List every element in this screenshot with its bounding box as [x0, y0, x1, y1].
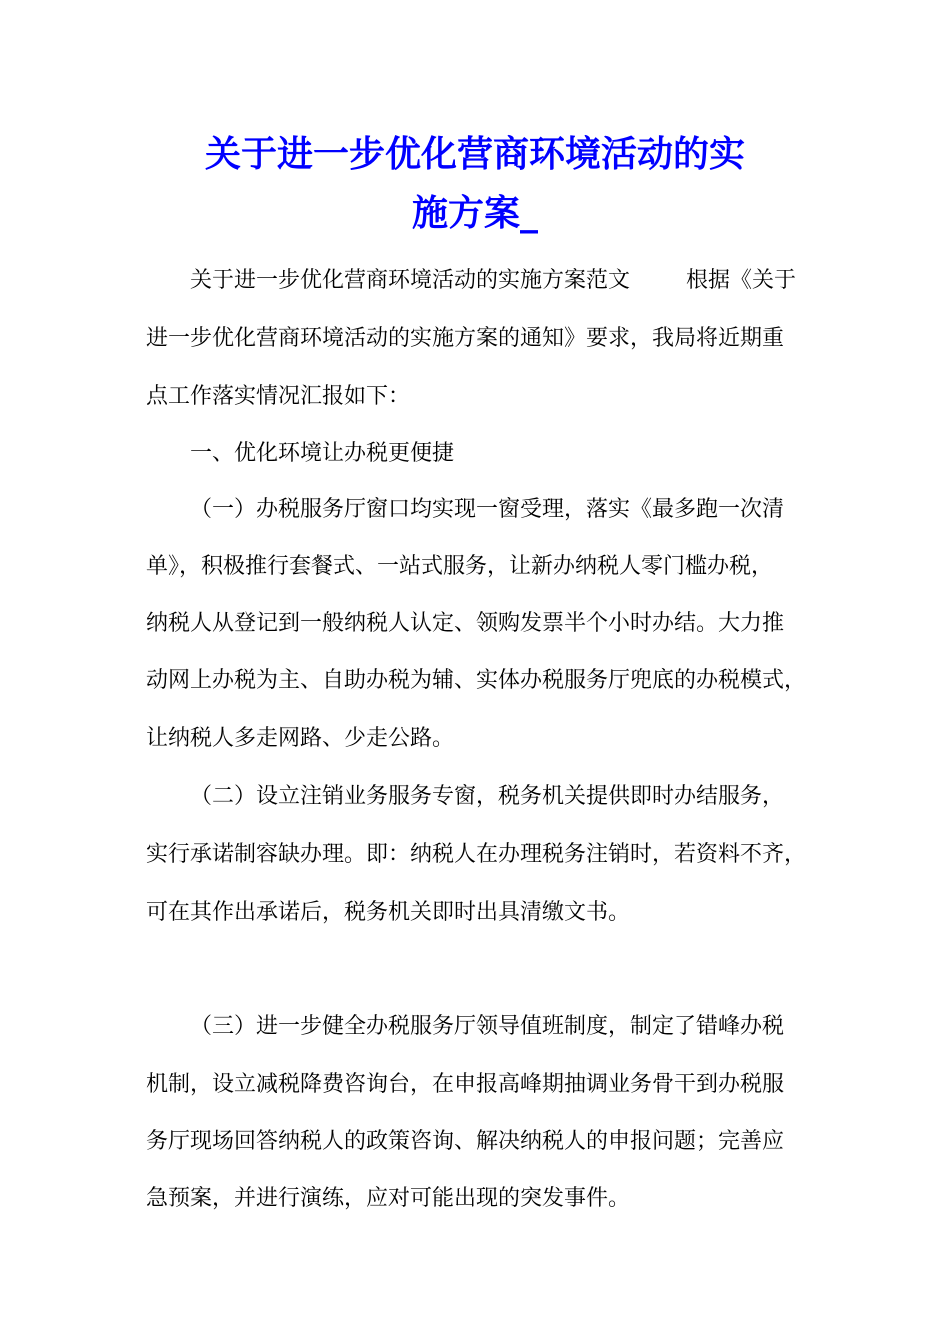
paragraph-line: 急预案，并进行演练，应对可能出现的突发事件。 [146, 1186, 631, 1211]
paragraph-line: 务厅现场回答纳税人的政策咨询、解决纳税人的申报问题；完善应 [146, 1129, 785, 1154]
paragraph-line: 动网上办税为主、自助办税为辅、实体办税服务厅兜底的办税模式， [146, 668, 807, 693]
paragraph-line: 关于进一步优化营商环境活动的实施方案范文 根据《关于 [190, 268, 796, 293]
document-title-line-2: 施方案_ [411, 192, 538, 234]
paragraph-line: 纳税人从登记到一般纳税人认定、领购发票半个小时办结。大力推 [146, 611, 785, 636]
paragraph-line: 点工作落实情况汇报如下： [146, 384, 411, 409]
paragraph-line: 进一步优化营商环境活动的实施方案的通知》要求，我局将近期重 [146, 326, 785, 351]
document-title-line-1: 关于进一步优化营商环境活动的实 [204, 133, 745, 175]
paragraph-line: 可在其作出承诺后，税务机关即时出具清缴文书。 [146, 900, 631, 925]
paragraph-line: 实行承诺制容缺办理。即：纳税人在办理税务注销时，若资料不齐， [146, 842, 807, 867]
paragraph-line: 机制，设立减税降费咨询台，在申报高峰期抽调业务骨干到办税服 [146, 1072, 785, 1097]
paragraph-line: （三）进一步健全办税服务厅领导值班制度，制定了错峰办税 [190, 1014, 785, 1039]
paragraph-line: 单》，积极推行套餐式、一站式服务，让新办纳税人零门槛办税， [146, 554, 774, 579]
paragraph-line: （一）办税服务厅窗口均实现一窗受理，落实《最多跑一次清 [190, 497, 785, 522]
paragraph-line: （二）设立注销业务服务专窗，税务机关提供即时办结服务， [190, 784, 785, 809]
section-heading: 一、优化环境让办税更便捷 [190, 441, 455, 466]
paragraph-line: 让纳税人多走网路、少走公路。 [146, 726, 455, 751]
